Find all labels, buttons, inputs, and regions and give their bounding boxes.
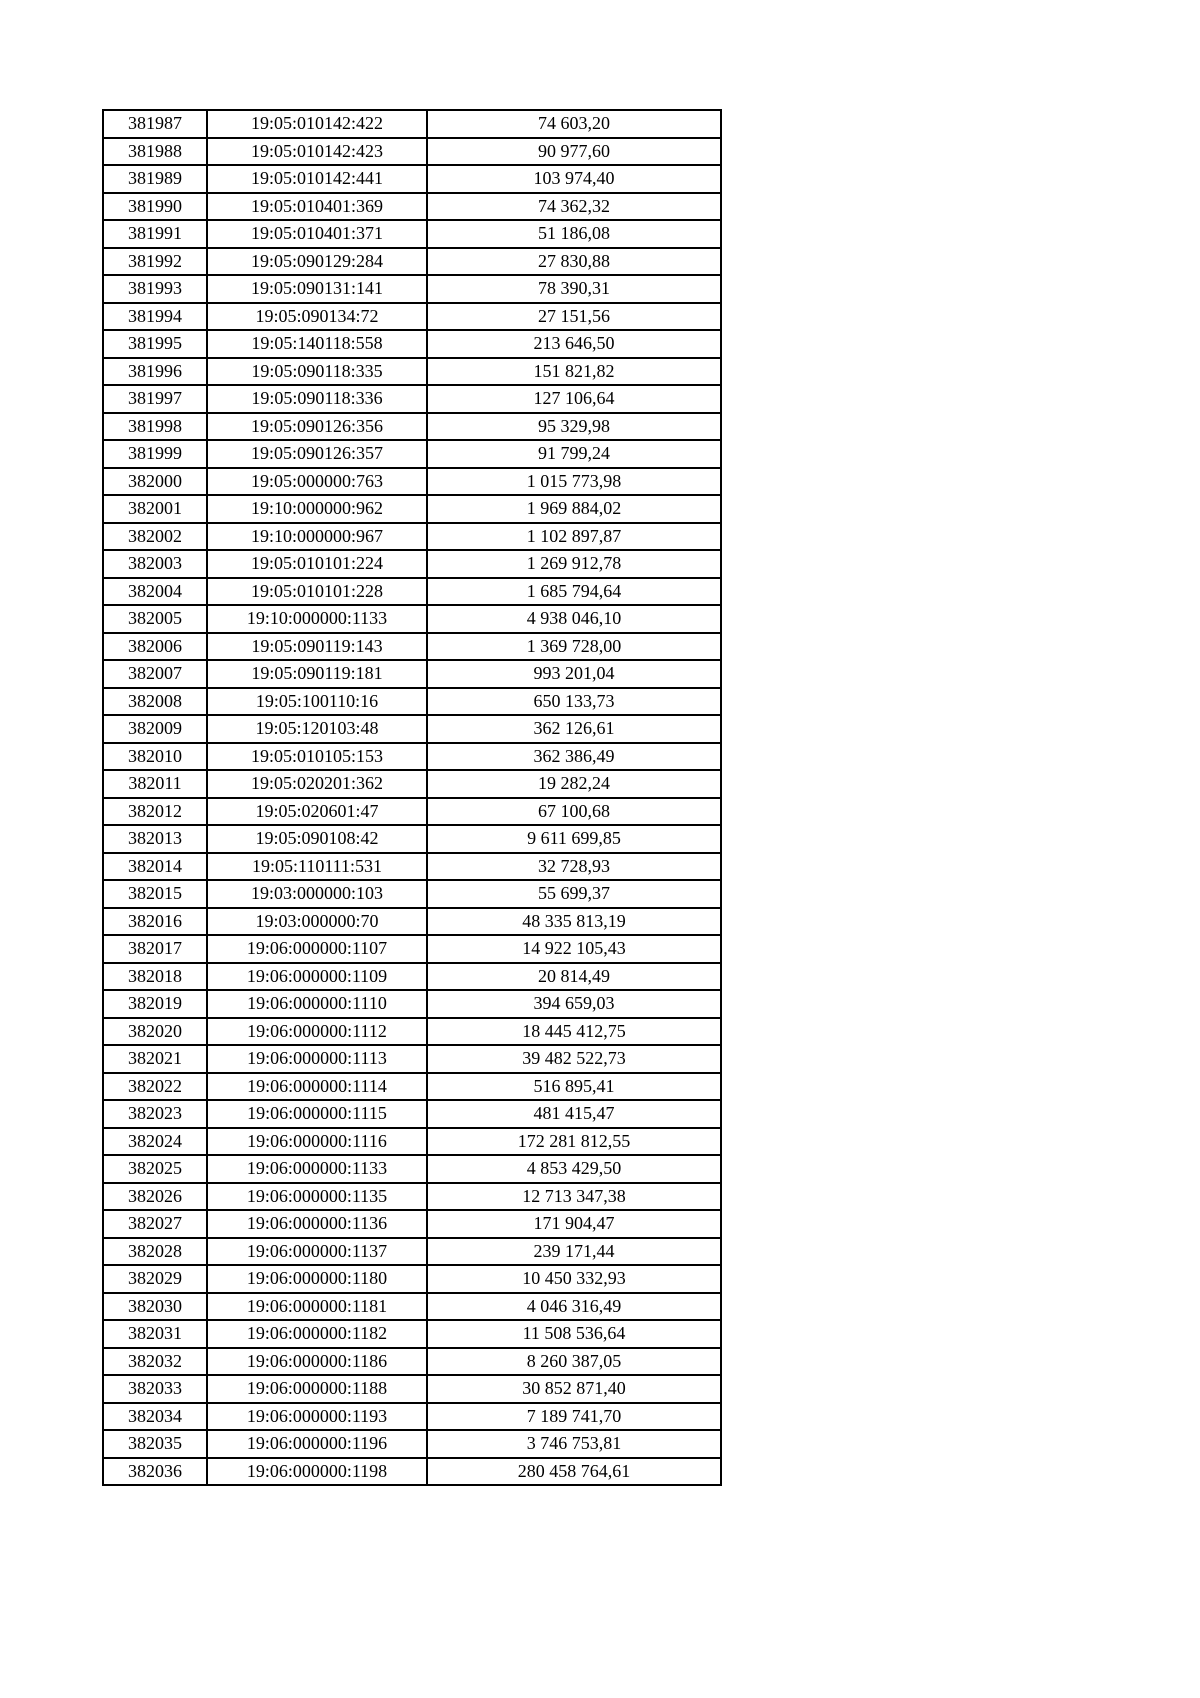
value-cell: 394 659,03 xyxy=(427,990,721,1018)
table-row xyxy=(103,660,721,688)
row-number-cell: 382010 xyxy=(103,743,207,771)
row-number-cell: 381994 xyxy=(103,303,207,331)
table-row xyxy=(103,468,721,496)
value-cell: 9 611 699,85 xyxy=(427,825,721,853)
row-number-cell: 381999 xyxy=(103,440,207,468)
row-number-cell: 381987 xyxy=(103,110,207,138)
cadastral-number-cell: 19:05:010105:153 xyxy=(207,743,427,771)
value-cell: 14 922 105,43 xyxy=(427,935,721,963)
cadastral-number-cell: 19:10:000000:962 xyxy=(207,495,427,523)
row-number-cell: 382016 xyxy=(103,908,207,936)
table-row xyxy=(103,495,721,523)
cadastral-number-cell: 19:06:000000:1133 xyxy=(207,1155,427,1183)
row-number-cell: 382027 xyxy=(103,1210,207,1238)
table-row xyxy=(103,963,721,991)
cadastral-number-cell: 19:06:000000:1135 xyxy=(207,1183,427,1211)
table-row xyxy=(103,110,721,138)
table-row xyxy=(103,1128,721,1156)
table-row xyxy=(103,1430,721,1458)
row-number-cell: 382003 xyxy=(103,550,207,578)
row-number-cell: 382033 xyxy=(103,1375,207,1403)
row-number-cell: 382007 xyxy=(103,660,207,688)
row-number-cell: 381990 xyxy=(103,193,207,221)
row-number-cell: 382024 xyxy=(103,1128,207,1156)
cadastral-number-cell: 19:05:120103:48 xyxy=(207,715,427,743)
value-cell: 74 362,32 xyxy=(427,193,721,221)
cadastral-number-cell: 19:06:000000:1188 xyxy=(207,1375,427,1403)
table-row xyxy=(103,138,721,166)
cadastral-number-cell: 19:06:000000:1181 xyxy=(207,1293,427,1321)
cadastral-number-cell: 19:06:000000:1116 xyxy=(207,1128,427,1156)
cadastral-number-cell: 19:05:090119:143 xyxy=(207,633,427,661)
cadastral-number-cell: 19:10:000000:967 xyxy=(207,523,427,551)
value-cell: 151 821,82 xyxy=(427,358,721,386)
row-number-cell: 381991 xyxy=(103,220,207,248)
cadastral-number-cell: 19:05:090126:357 xyxy=(207,440,427,468)
row-number-cell: 382017 xyxy=(103,935,207,963)
row-number-cell: 382008 xyxy=(103,688,207,716)
value-cell: 18 445 412,75 xyxy=(427,1018,721,1046)
value-cell: 4 853 429,50 xyxy=(427,1155,721,1183)
value-cell: 4 046 316,49 xyxy=(427,1293,721,1321)
cadastral-number-cell: 19:06:000000:1107 xyxy=(207,935,427,963)
table-row xyxy=(103,1100,721,1128)
value-cell: 993 201,04 xyxy=(427,660,721,688)
table-row xyxy=(103,1018,721,1046)
cadastral-number-cell: 19:05:140118:558 xyxy=(207,330,427,358)
value-cell: 27 830,88 xyxy=(427,248,721,276)
value-cell: 30 852 871,40 xyxy=(427,1375,721,1403)
cadastral-number-cell: 19:05:090134:72 xyxy=(207,303,427,331)
table-row xyxy=(103,1045,721,1073)
row-number-cell: 382002 xyxy=(103,523,207,551)
table-row xyxy=(103,825,721,853)
table-row xyxy=(103,1155,721,1183)
value-cell: 67 100,68 xyxy=(427,798,721,826)
cadastral-number-cell: 19:05:010142:441 xyxy=(207,165,427,193)
cadastral-number-cell: 19:05:010101:228 xyxy=(207,578,427,606)
cadastral-number-cell: 19:06:000000:1114 xyxy=(207,1073,427,1101)
table-row xyxy=(103,275,721,303)
table-row xyxy=(103,715,721,743)
value-cell: 3 746 753,81 xyxy=(427,1430,721,1458)
cadastral-number-cell: 19:05:100110:16 xyxy=(207,688,427,716)
table-row xyxy=(103,303,721,331)
table-row xyxy=(103,853,721,881)
row-number-cell: 382004 xyxy=(103,578,207,606)
row-number-cell: 382015 xyxy=(103,880,207,908)
cadastral-number-cell: 19:06:000000:1113 xyxy=(207,1045,427,1073)
cadastral-number-cell: 19:05:090119:181 xyxy=(207,660,427,688)
row-number-cell: 382031 xyxy=(103,1320,207,1348)
table-row xyxy=(103,220,721,248)
row-number-cell: 382009 xyxy=(103,715,207,743)
row-number-cell: 382029 xyxy=(103,1265,207,1293)
table-row xyxy=(103,633,721,661)
row-number-cell: 382026 xyxy=(103,1183,207,1211)
value-cell: 51 186,08 xyxy=(427,220,721,248)
table-row xyxy=(103,743,721,771)
table-row xyxy=(103,193,721,221)
value-cell: 1 269 912,78 xyxy=(427,550,721,578)
cadastral-number-cell: 19:06:000000:1109 xyxy=(207,963,427,991)
value-cell: 362 386,49 xyxy=(427,743,721,771)
cadastral-number-cell: 19:05:010142:422 xyxy=(207,110,427,138)
cadastral-number-cell: 19:03:000000:103 xyxy=(207,880,427,908)
value-cell: 27 151,56 xyxy=(427,303,721,331)
row-number-cell: 381992 xyxy=(103,248,207,276)
table-row xyxy=(103,770,721,798)
row-number-cell: 381993 xyxy=(103,275,207,303)
row-number-cell: 381997 xyxy=(103,385,207,413)
table-row xyxy=(103,413,721,441)
cadastral-number-cell: 19:06:000000:1193 xyxy=(207,1403,427,1431)
row-number-cell: 382025 xyxy=(103,1155,207,1183)
table-row xyxy=(103,385,721,413)
cadastral-number-cell: 19:06:000000:1198 xyxy=(207,1458,427,1486)
table-row xyxy=(103,578,721,606)
value-cell: 1 015 773,98 xyxy=(427,468,721,496)
value-cell: 8 260 387,05 xyxy=(427,1348,721,1376)
value-cell: 1 102 897,87 xyxy=(427,523,721,551)
value-cell: 74 603,20 xyxy=(427,110,721,138)
table-row xyxy=(103,1183,721,1211)
cadastral-number-cell: 19:06:000000:1182 xyxy=(207,1320,427,1348)
value-cell: 11 508 536,64 xyxy=(427,1320,721,1348)
cadastral-number-cell: 19:06:000000:1112 xyxy=(207,1018,427,1046)
value-cell: 7 189 741,70 xyxy=(427,1403,721,1431)
table-row xyxy=(103,1375,721,1403)
cadastral-number-cell: 19:05:000000:763 xyxy=(207,468,427,496)
value-cell: 91 799,24 xyxy=(427,440,721,468)
value-cell: 172 281 812,55 xyxy=(427,1128,721,1156)
row-number-cell: 382012 xyxy=(103,798,207,826)
value-cell: 39 482 522,73 xyxy=(427,1045,721,1073)
table-row xyxy=(103,330,721,358)
table-row xyxy=(103,1238,721,1266)
value-cell: 95 329,98 xyxy=(427,413,721,441)
cadastral-number-cell: 19:05:090131:141 xyxy=(207,275,427,303)
value-cell: 10 450 332,93 xyxy=(427,1265,721,1293)
row-number-cell: 381995 xyxy=(103,330,207,358)
value-cell: 1 685 794,64 xyxy=(427,578,721,606)
table-row xyxy=(103,798,721,826)
row-number-cell: 382030 xyxy=(103,1293,207,1321)
row-number-cell: 382023 xyxy=(103,1100,207,1128)
row-number-cell: 382021 xyxy=(103,1045,207,1073)
table-row xyxy=(103,880,721,908)
value-cell: 650 133,73 xyxy=(427,688,721,716)
cadastral-number-cell: 19:06:000000:1137 xyxy=(207,1238,427,1266)
table-row xyxy=(103,523,721,551)
value-cell: 127 106,64 xyxy=(427,385,721,413)
table-row xyxy=(103,688,721,716)
cadastral-number-cell: 19:05:110111:531 xyxy=(207,853,427,881)
value-cell: 481 415,47 xyxy=(427,1100,721,1128)
value-cell: 1 369 728,00 xyxy=(427,633,721,661)
row-number-cell: 382019 xyxy=(103,990,207,1018)
cadastral-number-cell: 19:05:010101:224 xyxy=(207,550,427,578)
table-row xyxy=(103,248,721,276)
cadastral-number-cell: 19:05:020601:47 xyxy=(207,798,427,826)
cadastral-number-cell: 19:05:090118:335 xyxy=(207,358,427,386)
value-cell: 55 699,37 xyxy=(427,880,721,908)
table-row xyxy=(103,1073,721,1101)
row-number-cell: 382028 xyxy=(103,1238,207,1266)
value-cell: 78 390,31 xyxy=(427,275,721,303)
table-body xyxy=(103,110,721,1485)
cadastral-number-cell: 19:05:090108:42 xyxy=(207,825,427,853)
value-cell: 19 282,24 xyxy=(427,770,721,798)
value-cell: 213 646,50 xyxy=(427,330,721,358)
row-number-cell: 382000 xyxy=(103,468,207,496)
cadastral-number-cell: 19:05:010401:369 xyxy=(207,193,427,221)
row-number-cell: 381988 xyxy=(103,138,207,166)
cadastral-number-cell: 19:06:000000:1186 xyxy=(207,1348,427,1376)
row-number-cell: 382022 xyxy=(103,1073,207,1101)
row-number-cell: 382020 xyxy=(103,1018,207,1046)
table-row xyxy=(103,1348,721,1376)
value-cell: 362 126,61 xyxy=(427,715,721,743)
table-row xyxy=(103,1403,721,1431)
value-cell: 32 728,93 xyxy=(427,853,721,881)
cadastral-number-cell: 19:05:090129:284 xyxy=(207,248,427,276)
table-row xyxy=(103,550,721,578)
row-number-cell: 382011 xyxy=(103,770,207,798)
cadastral-number-cell: 19:06:000000:1136 xyxy=(207,1210,427,1238)
value-cell: 90 977,60 xyxy=(427,138,721,166)
row-number-cell: 382005 xyxy=(103,605,207,633)
row-number-cell: 382001 xyxy=(103,495,207,523)
table-row xyxy=(103,1458,721,1486)
table-row xyxy=(103,1265,721,1293)
row-number-cell: 382014 xyxy=(103,853,207,881)
row-number-cell: 382035 xyxy=(103,1430,207,1458)
row-number-cell: 382006 xyxy=(103,633,207,661)
value-cell: 1 969 884,02 xyxy=(427,495,721,523)
cadastral-number-cell: 19:05:090126:356 xyxy=(207,413,427,441)
cadastral-number-cell: 19:06:000000:1180 xyxy=(207,1265,427,1293)
row-number-cell: 382032 xyxy=(103,1348,207,1376)
table-row xyxy=(103,990,721,1018)
row-number-cell: 382013 xyxy=(103,825,207,853)
row-number-cell: 382034 xyxy=(103,1403,207,1431)
value-cell: 239 171,44 xyxy=(427,1238,721,1266)
value-cell: 12 713 347,38 xyxy=(427,1183,721,1211)
value-cell: 4 938 046,10 xyxy=(427,605,721,633)
value-cell: 280 458 764,61 xyxy=(427,1458,721,1486)
cadastral-number-cell: 19:05:010401:371 xyxy=(207,220,427,248)
cadastral-number-cell: 19:06:000000:1115 xyxy=(207,1100,427,1128)
cadastral-number-cell: 19:05:090118:336 xyxy=(207,385,427,413)
table-row xyxy=(103,1210,721,1238)
cadastral-number-cell: 19:05:020201:362 xyxy=(207,770,427,798)
row-number-cell: 381996 xyxy=(103,358,207,386)
cadastral-number-cell: 19:06:000000:1196 xyxy=(207,1430,427,1458)
row-number-cell: 381989 xyxy=(103,165,207,193)
cadastral-number-cell: 19:10:000000:1133 xyxy=(207,605,427,633)
table-row xyxy=(103,440,721,468)
row-number-cell: 382018 xyxy=(103,963,207,991)
value-cell: 171 904,47 xyxy=(427,1210,721,1238)
cadastral-number-cell: 19:05:010142:423 xyxy=(207,138,427,166)
table-row xyxy=(103,908,721,936)
row-number-cell: 381998 xyxy=(103,413,207,441)
value-cell: 516 895,41 xyxy=(427,1073,721,1101)
cadastral-number-cell: 19:03:000000:70 xyxy=(207,908,427,936)
value-cell: 20 814,49 xyxy=(427,963,721,991)
cadastral-value-table xyxy=(102,109,722,1486)
table-row xyxy=(103,1320,721,1348)
table-row xyxy=(103,1293,721,1321)
value-cell: 48 335 813,19 xyxy=(427,908,721,936)
row-number-cell: 382036 xyxy=(103,1458,207,1486)
value-cell: 103 974,40 xyxy=(427,165,721,193)
table-row xyxy=(103,358,721,386)
table-row xyxy=(103,935,721,963)
cadastral-number-cell: 19:06:000000:1110 xyxy=(207,990,427,1018)
table-row xyxy=(103,165,721,193)
table-row xyxy=(103,605,721,633)
